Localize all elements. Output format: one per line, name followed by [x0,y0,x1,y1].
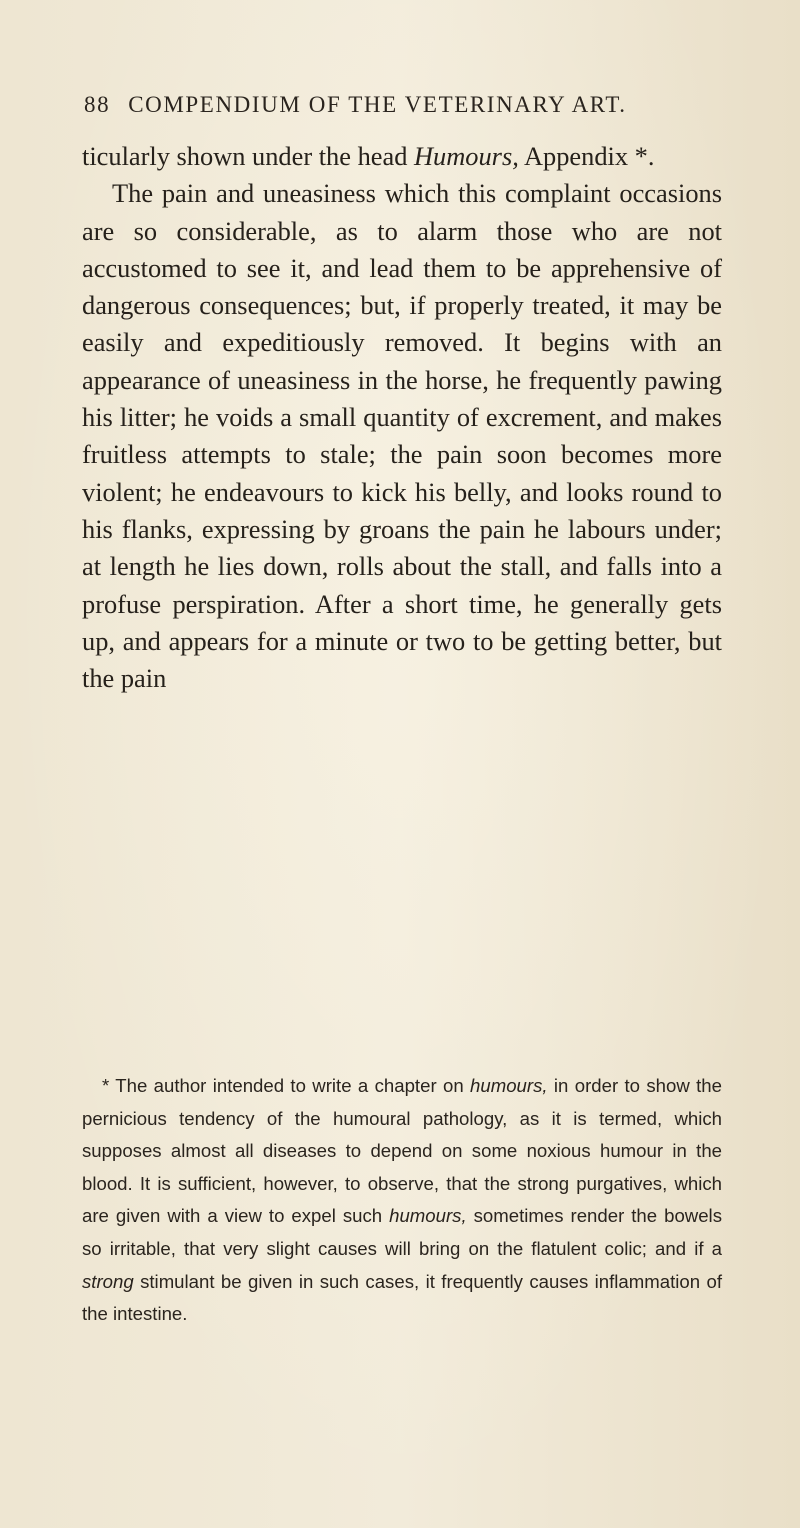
continuation-emphasis: Humours, [413,141,519,171]
footnote-text-2: in order to show the pernicious tendency of the humoural pathology, as it is termed, which supposes almost all diseases to depend on some noxious humour in the blood. It is sufficient, however, to observe, that the strong purgatives, which are given with a view to expel such [82,1075,722,1227]
footnote-text-1: * The author intended to write a chapter on [102,1075,471,1096]
main-paragraph: The pain and uneasiness which this complaint occasions are so considerable, as to alarm those who are not accustomed to see it, and lead them to be apprehensive of dangerous consequences; but, if properly treated, it may be easily and expeditiously removed. It begins with an appearance of uneasiness in the horse, he frequently pawing his litter; he voids a small quantity of excrement, and makes fruitless attempts to stale; the pain soon becomes more violent; he endeavours to kick his belly, and looks round to his flanks, expressing by groans the pain he labours under; at length he lies down, rolls about the stall, and falls into a profuse perspiration. After a short time, he generally gets up, and appears for a minute or two to be getting better, but the pain [82,178,722,694]
main-text [82,138,722,697]
running-head [84,92,724,118]
running-title: COMPENDIUM OF THE VETERINARY ART. [128,92,627,117]
page-number: 88 [84,92,111,117]
continuation-text-end: Appendix *. [518,141,655,171]
footnote-text-3: sometimes render the bowels so irritable, that very slight causes will bring on the flatulent colic; and if a [82,1205,722,1259]
footnote-emphasis-3: strong [82,1270,134,1292]
footnote [82,1070,722,1331]
footnote-paragraph [82,1070,722,1331]
footnote-emphasis-2: humours, [389,1205,467,1227]
continuation-text: ticularly shown under the head [82,141,414,171]
footnote-text-4: stimulant be given in such cases, it frequently causes inflammation of the intestine. [82,1270,722,1325]
continuation-paragraph [82,138,722,175]
footnote-emphasis-1: humours, [470,1075,548,1096]
